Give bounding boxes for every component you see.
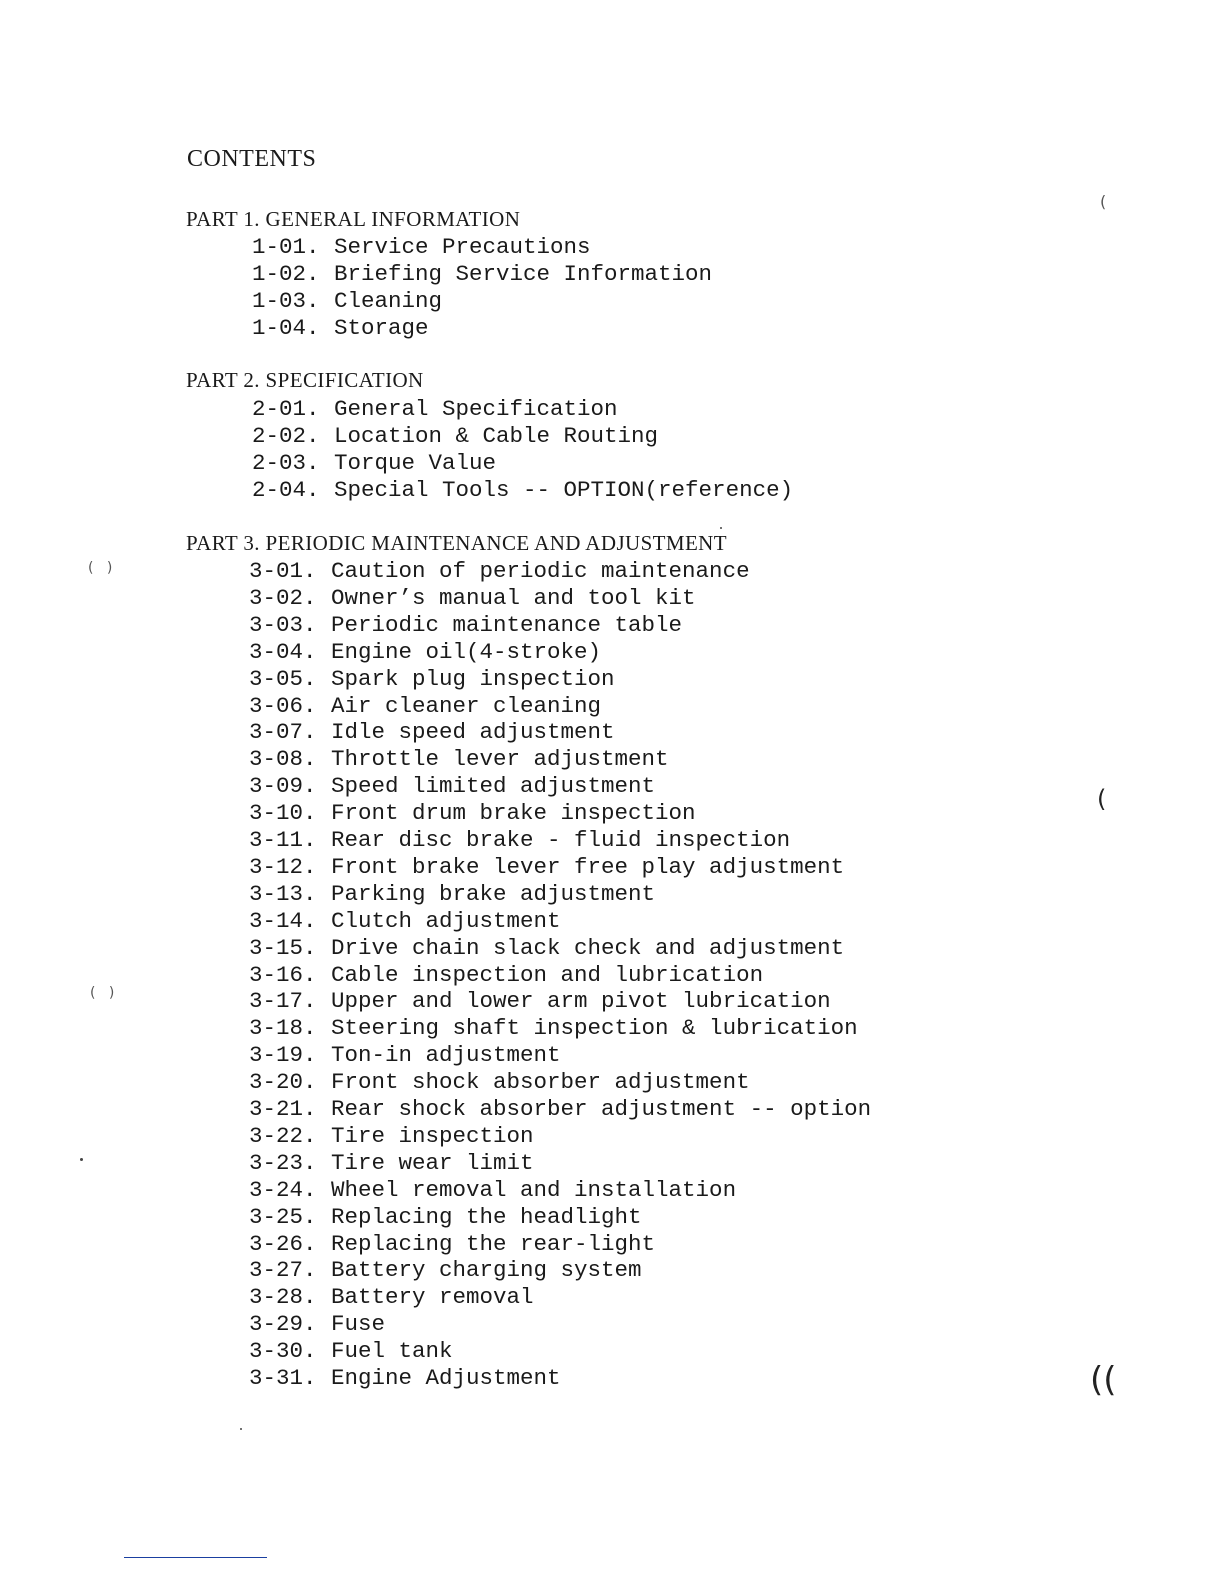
entry-title: Air cleaner cleaning xyxy=(331,692,602,719)
entry-title: Special Tools -- OPTION(reference) xyxy=(334,477,794,503)
entry-title: Ton-in adjustment xyxy=(331,1042,561,1069)
toc-entry xyxy=(249,908,561,934)
toc-entry xyxy=(249,962,763,988)
entry-title: Engine Adjustment xyxy=(331,1365,561,1391)
entry-number: 3-31. xyxy=(249,1365,317,1391)
entry-number: 3-22. xyxy=(249,1122,317,1149)
toc-entry xyxy=(249,1177,736,1203)
toc-entry xyxy=(249,719,615,745)
entry-number: 3-10. xyxy=(249,800,317,827)
entry-number: 3-05. xyxy=(249,665,317,692)
toc-entry xyxy=(249,1365,561,1391)
entry-number: 3-18. xyxy=(249,1015,317,1042)
entry-title: Service Precautions xyxy=(334,234,591,260)
entry-title: Tire wear limit xyxy=(331,1149,534,1176)
entry-number: 1-01. xyxy=(252,234,320,260)
entry-number: 3-26. xyxy=(249,1230,317,1257)
entry-title: Location & Cable Routing xyxy=(334,423,659,449)
entry-number: 3-25. xyxy=(249,1203,317,1230)
entry-title: Steering shaft inspection & lubrication xyxy=(331,1015,858,1042)
entry-number: 3-06. xyxy=(249,692,317,719)
entry-number: 2-01. xyxy=(252,396,320,422)
entry-title: Parking brake adjustment xyxy=(331,880,656,907)
entry-number: 3-30. xyxy=(249,1338,317,1365)
toc-entry xyxy=(249,881,655,907)
entry-title: Clutch adjustment xyxy=(331,907,561,934)
toc-entry xyxy=(249,800,696,826)
toc-entry xyxy=(249,1204,642,1230)
entry-number: 3-17. xyxy=(249,988,317,1015)
entry-title: Torque Value xyxy=(334,450,497,476)
toc-entry xyxy=(249,585,696,611)
entry-title: Front brake lever free play adjustment xyxy=(331,853,845,880)
entry-title: Speed limited adjustment xyxy=(331,773,656,800)
entry-title: Owner’s manual and tool kit xyxy=(331,584,696,611)
toc-entry xyxy=(249,1284,534,1310)
entry-number: 3-21. xyxy=(249,1096,317,1122)
toc-entry xyxy=(249,1338,453,1364)
margin-mark: ( ) xyxy=(88,560,113,576)
scan-speck xyxy=(80,1158,83,1161)
toc-entry xyxy=(252,423,658,449)
toc-entry xyxy=(249,1257,642,1283)
entry-number: 2-04. xyxy=(252,477,320,503)
entry-number: 3-07. xyxy=(249,719,317,746)
entry-title: Briefing Service Information xyxy=(334,261,713,287)
entry-number: 2-02. xyxy=(252,423,320,449)
scan-speck xyxy=(720,527,722,529)
entry-number: 3-27. xyxy=(249,1257,317,1284)
toc-entry xyxy=(249,827,790,853)
entry-number: 3-02. xyxy=(249,584,317,611)
entry-title: Throttle lever adjustment xyxy=(331,746,669,773)
toc-entry xyxy=(249,639,601,665)
toc-entry xyxy=(249,988,831,1014)
toc-entry xyxy=(252,396,618,422)
entry-title: Wheel removal and installation xyxy=(331,1176,737,1203)
entry-title: Caution of periodic maintenance xyxy=(331,558,750,584)
entry-title: Fuel tank xyxy=(331,1338,453,1365)
scan-line xyxy=(124,1557,267,1558)
toc-entry xyxy=(252,315,429,341)
toc-entry xyxy=(249,1311,385,1337)
entry-title: Front drum brake inspection xyxy=(331,800,696,827)
part-heading: PART 3. PERIODIC MAINTENANCE AND ADJUSTMENT xyxy=(186,531,727,555)
part-heading: PART 1. GENERAL INFORMATION xyxy=(186,207,521,231)
entry-title: Drive chain slack check and adjustment xyxy=(331,934,845,961)
entry-number: 3-13. xyxy=(249,880,317,907)
toc-entry xyxy=(249,558,750,584)
entry-number: 3-24. xyxy=(249,1176,317,1203)
entry-number: 3-01. xyxy=(249,558,317,584)
toc-entry xyxy=(249,693,601,719)
entry-number: 3-08. xyxy=(249,746,317,773)
binding-mark: ( xyxy=(1097,785,1107,813)
toc-entry xyxy=(249,612,682,638)
entry-number: 3-11. xyxy=(249,827,317,853)
entry-title: Replacing the headlight xyxy=(331,1203,642,1230)
toc-entry xyxy=(252,450,496,476)
entry-title: Fuse xyxy=(331,1311,386,1338)
entry-number: 3-28. xyxy=(249,1284,317,1311)
entry-title: Upper and lower arm pivot lubrication xyxy=(331,988,831,1015)
toc-entry xyxy=(249,1042,561,1068)
entry-number: 3-29. xyxy=(249,1311,317,1338)
toc-entry xyxy=(249,1150,534,1176)
entry-title: Cable inspection and lubrication xyxy=(331,961,764,988)
entry-title: Spark plug inspection xyxy=(331,665,615,692)
toc-entry xyxy=(249,746,669,772)
entry-number: 3-15. xyxy=(249,934,317,961)
entry-title: Periodic maintenance table xyxy=(331,611,683,638)
entry-number: 3-12. xyxy=(249,853,317,880)
toc-entry xyxy=(249,1096,871,1122)
entry-number: 3-04. xyxy=(249,638,317,665)
entry-title: Storage xyxy=(334,315,429,341)
entry-title: Battery removal xyxy=(331,1284,534,1311)
toc-entry xyxy=(249,1231,655,1257)
toc-entry xyxy=(249,1069,750,1095)
entry-number: 1-04. xyxy=(252,315,320,341)
entry-title: General Specification xyxy=(334,396,618,422)
entry-number: 3-14. xyxy=(249,907,317,934)
entry-number: 1-03. xyxy=(252,288,320,314)
toc-entry xyxy=(249,773,655,799)
entry-number: 3-16. xyxy=(249,961,317,988)
entry-number: 2-03. xyxy=(252,450,320,476)
entry-number: 3-09. xyxy=(249,773,317,800)
toc-entry xyxy=(249,1123,534,1149)
entry-title: Idle speed adjustment xyxy=(331,719,615,746)
part-heading: PART 2. SPECIFICATION xyxy=(186,368,424,392)
toc-entry xyxy=(252,261,712,287)
toc-entry xyxy=(249,666,615,692)
toc-entry xyxy=(249,1015,858,1041)
entry-number: 3-23. xyxy=(249,1149,317,1176)
entry-title: Engine oil(4-stroke) xyxy=(331,638,602,665)
toc-entry xyxy=(252,477,793,503)
entry-title: Replacing the rear-light xyxy=(331,1230,656,1257)
page-title: CONTENTS xyxy=(187,146,317,172)
entry-number: 3-20. xyxy=(249,1069,317,1096)
binding-mark: ( xyxy=(1100,192,1107,211)
entry-number: 3-03. xyxy=(249,611,317,638)
toc-entry xyxy=(252,234,591,260)
toc-entry xyxy=(249,854,844,880)
entry-title: Battery charging system xyxy=(331,1257,642,1284)
toc-entry xyxy=(252,288,442,314)
scan-speck xyxy=(240,1428,242,1430)
entry-title: Rear shock absorber adjustment -- option xyxy=(331,1096,872,1122)
entry-title: Cleaning xyxy=(334,288,443,314)
entry-title: Front shock absorber adjustment xyxy=(331,1069,750,1096)
toc-entry xyxy=(249,935,844,961)
entry-number: 1-02. xyxy=(252,261,320,287)
margin-mark: ( ) xyxy=(90,985,115,1001)
entry-number: 3-19. xyxy=(249,1042,317,1069)
entry-title: Rear disc brake - fluid inspection xyxy=(331,827,791,853)
entry-title: Tire inspection xyxy=(331,1122,534,1149)
binding-mark: (( xyxy=(1090,1360,1117,1400)
